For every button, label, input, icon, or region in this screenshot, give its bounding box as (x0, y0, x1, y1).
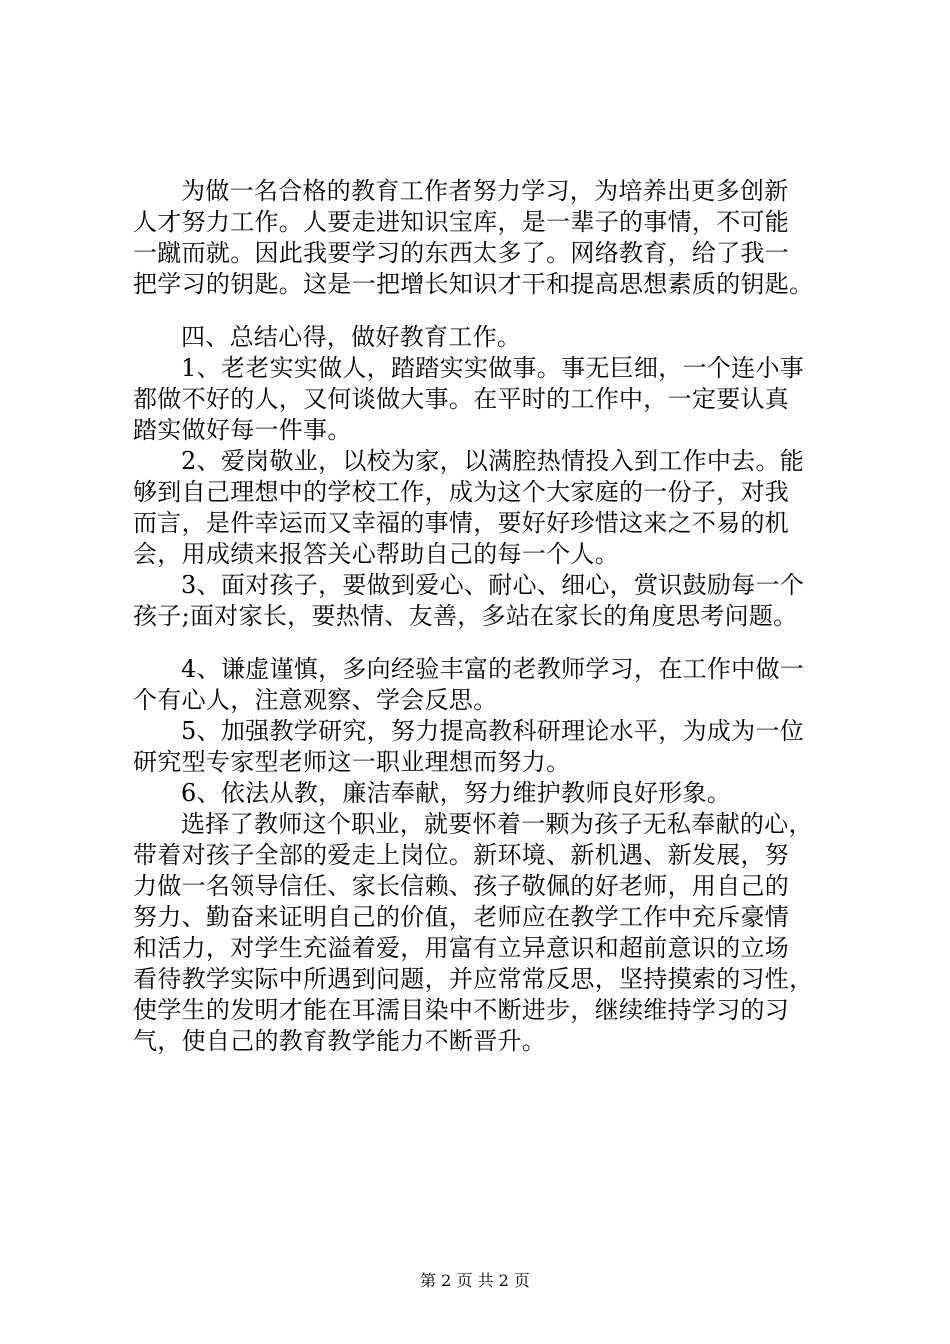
paragraph (133, 446, 843, 570)
paragraph-line: 个有心人，注意观察、学会反思。 (133, 686, 498, 714)
paragraph (133, 570, 843, 632)
paragraph-line: 气，使自己的教育教学能力不断晋升。 (133, 1027, 547, 1055)
paragraph-line: 2、爱岗敬业，以校为家，以满腔热情投入到工作中去。能 (181, 447, 805, 475)
paragraph-line: 踏实做好每一件事。 (133, 416, 352, 444)
paragraph-gap (133, 632, 843, 654)
paragraph (133, 716, 843, 778)
paragraph-line: 孩子;面对家长，要热情、友善，多站在家长的角度思考问题。 (133, 602, 798, 630)
paragraph (133, 654, 843, 716)
paragraph-line: 看待教学实际中所遇到问题，并应常常反思，坚持摸索的习性， (133, 965, 814, 993)
paragraph-line: 4、谦虚谨慎，多向经验丰富的老教师学习，在工作中做一 (181, 655, 805, 683)
paragraph-line: 和活力，对学生充溢着爱，用富有立异意识和超前意识的立场 (133, 934, 790, 962)
paragraph-line: 选择了教师这个职业，就要怀着一颗为孩子无私奉献的心， (181, 810, 813, 838)
paragraph-line: 为做一名合格的教育工作者努力学习，为培养出更多创新 (181, 177, 789, 205)
paragraph-line: 够到自己理想中的学校工作，成为这个大家庭的一份子，对我 (133, 478, 790, 506)
paragraph-line: 带着对孩子全部的爱走上岗位。新环境、新机遇、新发展，努 (133, 841, 790, 869)
paragraph-line: 1、老老实实做人，踏踏实实做事。事无巨细，一个连小事 (181, 354, 805, 382)
paragraph-line: 一蹴而就。因此我要学习的东西太多了。网络教育，给了我一 (133, 239, 790, 267)
paragraph-line: 四、总结心得，做好教育工作。 (181, 323, 522, 351)
paragraph-gap (133, 300, 843, 322)
paragraph-line: 都做不好的人，又何谈做大事。在平时的工作中，一定要认真 (133, 385, 790, 413)
paragraph-line: 5、加强教学研究，努力提高教科研理论水平，为成为一位 (181, 717, 805, 745)
paragraph-line: 力做一名领导信任、家长信赖、孩子敬佩的好老师，用自己的 (133, 872, 790, 900)
paragraph (133, 322, 843, 353)
paragraph-line: 把学习的钥匙。这是一把增长知识才干和提高思想素质的钥匙。 (133, 270, 814, 298)
paragraph-line: 研究型专家型老师这一职业理想而努力。 (133, 748, 571, 776)
paragraph-line: 而言，是件幸运而又幸福的事情，要好好珍惜这来之不易的机 (133, 509, 790, 537)
paragraph-line: 使学生的发明才能在耳濡目染中不断进步，继续维持学习的习 (133, 996, 790, 1024)
paragraph (133, 809, 843, 1057)
paragraph (133, 353, 843, 446)
paragraph-line: 6、依法从教，廉洁奉献，努力维护教师良好形象。 (181, 779, 732, 807)
paragraph-line: 人才努力工作。人要走进知识宝库，是一辈子的事情，不可能 (133, 208, 790, 236)
paragraph-line: 3、面对孩子，要做到爱心、耐心、细心，赏识鼓励每一个 (181, 571, 805, 599)
document-body (133, 176, 843, 1057)
paragraph (133, 176, 843, 300)
paragraph-line: 会，用成绩来报答关心帮助自己的每一个人。 (133, 540, 619, 568)
paragraph (133, 778, 843, 809)
paragraph-line: 努力、勤奋来证明自己的价值，老师应在教学工作中充斥豪情 (133, 903, 790, 931)
page-footer: 第 2 页 共 2 页 (420, 1271, 530, 1290)
